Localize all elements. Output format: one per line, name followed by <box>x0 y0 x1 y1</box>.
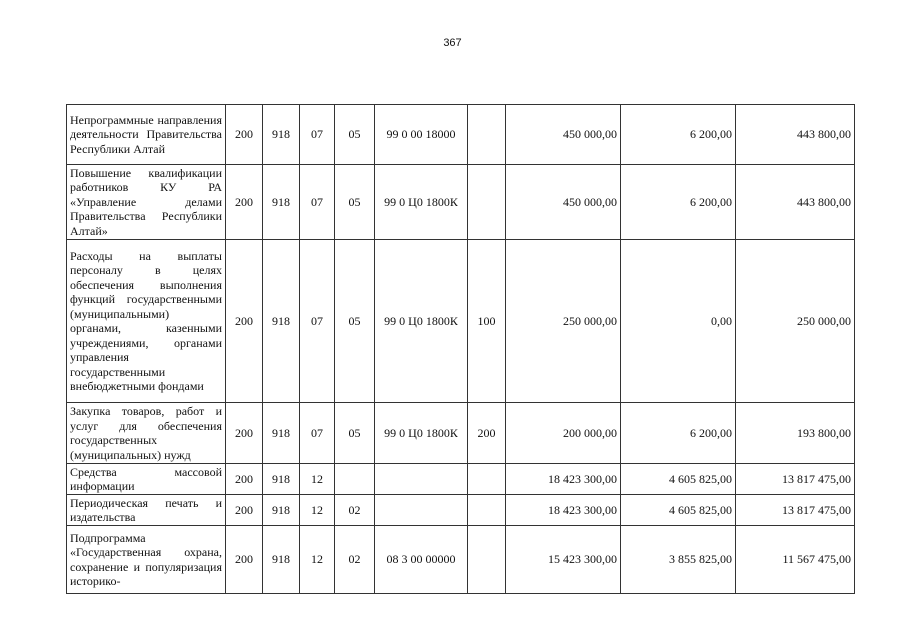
cell-c2: 918 <box>263 240 300 403</box>
cell-c2: 918 <box>263 464 300 495</box>
table-row <box>67 495 855 526</box>
cell-c1: 200 <box>226 240 263 403</box>
cell-c2: 918 <box>263 495 300 526</box>
cell-c1: 200 <box>226 105 263 165</box>
cell-sum1: 200 000,00 <box>506 403 621 464</box>
cell-c2: 918 <box>263 105 300 165</box>
cell-c4: 02 <box>335 495 375 526</box>
cell-code: 99 0 Ц0 1800К <box>375 240 468 403</box>
cell-c3: 12 <box>300 495 335 526</box>
cell-sum2: 6 200,00 <box>621 403 736 464</box>
cell-c4: 05 <box>335 165 375 240</box>
cell-code <box>375 464 468 495</box>
cell-c3: 12 <box>300 526 335 594</box>
cell-sum2: 4 605 825,00 <box>621 464 736 495</box>
cell-c1: 200 <box>226 526 263 594</box>
row-name: Подпрограмма «Государственная охрана, сохранение и популяризация историко- <box>67 526 226 594</box>
row-name: Расходы на выплаты персоналу в целях обеспечения выполнения функций государственными (муниципальными) органами, казенными учреждениями, органами управления государственными внебюджетными фондами <box>67 240 226 403</box>
cell-vr: 200 <box>468 403 506 464</box>
cell-code: 08 3 00 00000 <box>375 526 468 594</box>
cell-sum1: 18 423 300,00 <box>506 464 621 495</box>
cell-c2: 918 <box>263 526 300 594</box>
cell-sum3: 13 817 475,00 <box>736 464 855 495</box>
cell-sum1: 15 423 300,00 <box>506 526 621 594</box>
cell-sum3: 11 567 475,00 <box>736 526 855 594</box>
cell-sum1: 450 000,00 <box>506 105 621 165</box>
page-number: 367 <box>443 37 462 49</box>
cell-sum2: 6 200,00 <box>621 165 736 240</box>
cell-c3: 12 <box>300 464 335 495</box>
table-row <box>67 526 855 594</box>
cell-sum2: 3 855 825,00 <box>621 526 736 594</box>
cell-vr <box>468 526 506 594</box>
cell-c4: 05 <box>335 105 375 165</box>
cell-c2: 918 <box>263 403 300 464</box>
cell-c3: 07 <box>300 105 335 165</box>
table-row <box>67 165 855 240</box>
cell-c1: 200 <box>226 464 263 495</box>
cell-code: 99 0 00 18000 <box>375 105 468 165</box>
cell-sum1: 450 000,00 <box>506 165 621 240</box>
cell-vr <box>468 464 506 495</box>
row-name: Средства массовой информации <box>67 464 226 495</box>
cell-code: 99 0 Ц0 1800К <box>375 403 468 464</box>
cell-c3: 07 <box>300 403 335 464</box>
table-row <box>67 240 855 403</box>
cell-sum2: 6 200,00 <box>621 105 736 165</box>
cell-sum3: 193 800,00 <box>736 403 855 464</box>
table-row <box>67 464 855 495</box>
row-name: Повышение квалификации работников КУ РА «Управление делами Правительства Республики Алтай» <box>67 165 226 240</box>
cell-sum2: 0,00 <box>621 240 736 403</box>
cell-vr: 100 <box>468 240 506 403</box>
row-name: Непрограммные направления деятельности Правительства Республики Алтай <box>67 105 226 165</box>
cell-c3: 07 <box>300 240 335 403</box>
cell-sum1: 250 000,00 <box>506 240 621 403</box>
cell-sum1: 18 423 300,00 <box>506 495 621 526</box>
cell-sum2: 4 605 825,00 <box>621 495 736 526</box>
cell-vr <box>468 495 506 526</box>
cell-sum3: 443 800,00 <box>736 105 855 165</box>
table-row <box>67 105 855 165</box>
cell-sum3: 13 817 475,00 <box>736 495 855 526</box>
row-name: Закупка товаров, работ и услуг для обеспечения государственных (муниципальных) нужд <box>67 403 226 464</box>
cell-sum3: 443 800,00 <box>736 165 855 240</box>
cell-c4: 05 <box>335 403 375 464</box>
cell-vr <box>468 105 506 165</box>
cell-c3: 07 <box>300 165 335 240</box>
table-row <box>67 403 855 464</box>
cell-c4 <box>335 464 375 495</box>
row-name: Периодическая печать и издательства <box>67 495 226 526</box>
cell-c1: 200 <box>226 165 263 240</box>
cell-c2: 918 <box>263 165 300 240</box>
cell-c4: 05 <box>335 240 375 403</box>
cell-code <box>375 495 468 526</box>
cell-sum3: 250 000,00 <box>736 240 855 403</box>
cell-c4: 02 <box>335 526 375 594</box>
cell-c1: 200 <box>226 403 263 464</box>
cell-vr <box>468 165 506 240</box>
cell-c1: 200 <box>226 495 263 526</box>
cell-code: 99 0 Ц0 1800К <box>375 165 468 240</box>
budget-table <box>66 104 855 594</box>
